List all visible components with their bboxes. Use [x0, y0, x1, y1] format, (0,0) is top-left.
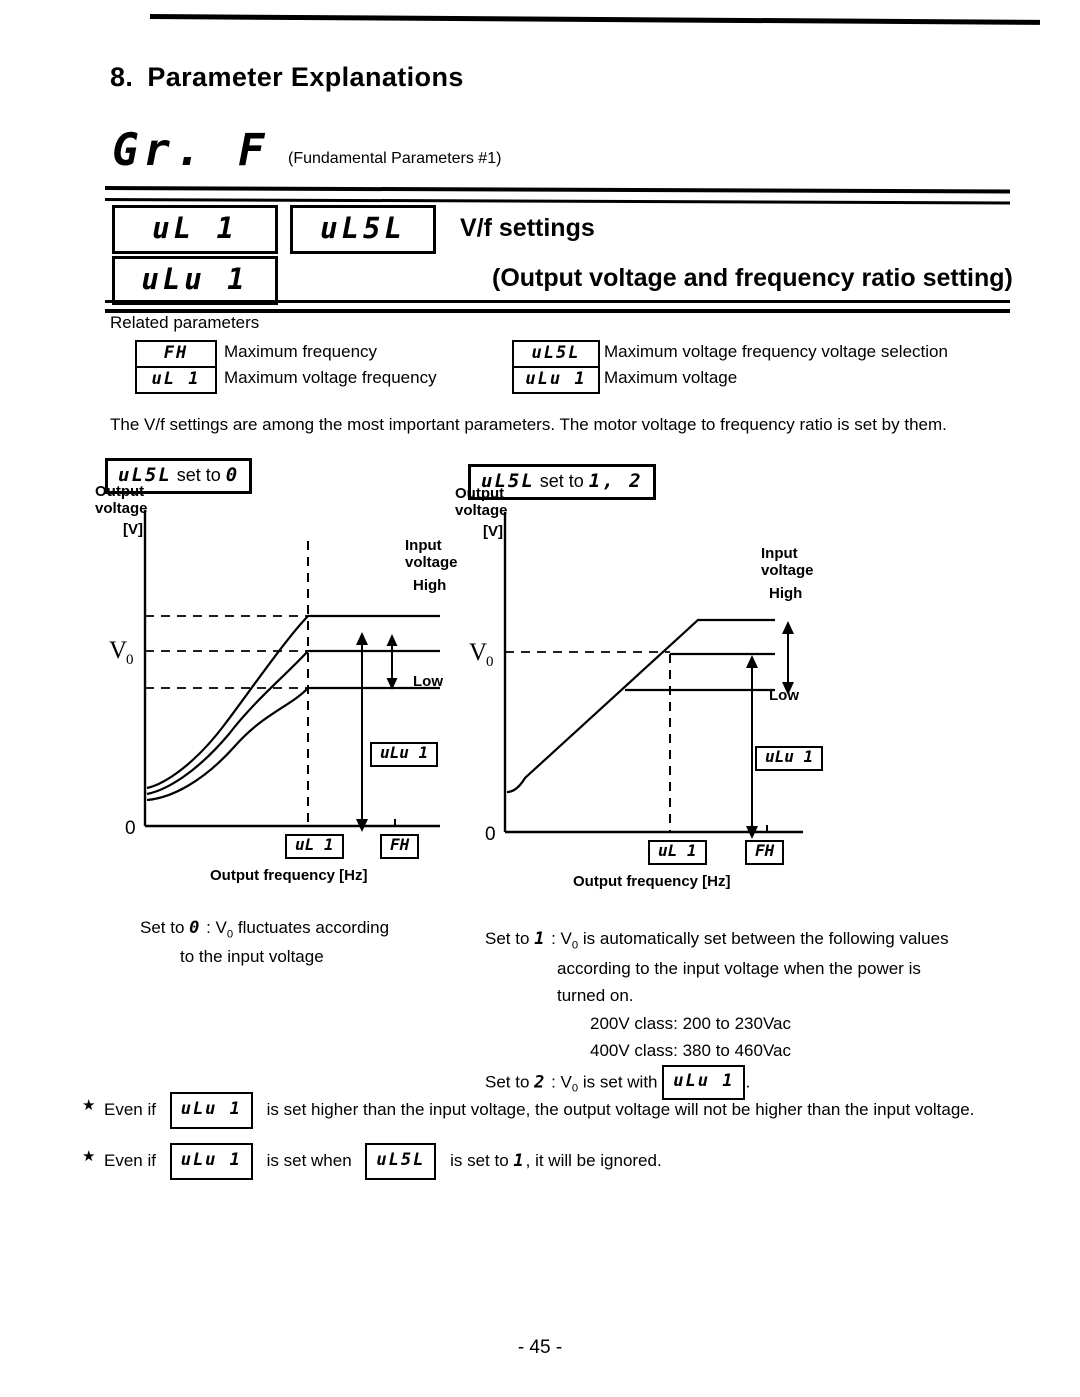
explanation-left: [140, 915, 460, 970]
origin-label: 0: [125, 818, 136, 839]
expl-right-text1b: is automatically set between the following values: [578, 929, 949, 948]
note-2-post-pre: is set to: [445, 1150, 514, 1170]
x-axis-label-left: Output frequency [Hz]: [210, 867, 368, 884]
y-axis-unit-left: [V]: [123, 521, 143, 538]
expl-right-box-ulu1: uLu 1: [662, 1065, 745, 1101]
star-icon: ★: [82, 1097, 96, 1114]
expl-right-value2: 2: [534, 1071, 547, 1092]
case-left-text: set to: [171, 465, 226, 485]
input-voltage-label-left: Input voltage: [405, 537, 458, 571]
high-label-right: High: [769, 585, 803, 602]
curve-low: [147, 688, 395, 800]
expl-right-sub2: 0: [571, 1082, 579, 1095]
explanation-right: [485, 925, 1005, 1100]
expl-left-line1b: fluctuates according: [233, 918, 390, 937]
chart-ulsl-0: [95, 483, 465, 888]
y-axis-unit-right: [V]: [483, 523, 503, 540]
expl-left-line2: to the input voltage: [180, 946, 324, 966]
expl-right-lead2: Set to: [485, 1071, 535, 1091]
note-2-box-ulsl: uL5L: [365, 1143, 436, 1180]
param-code-ulu1: uLu 1: [112, 256, 278, 305]
expl-right-period: .: [745, 1071, 751, 1091]
expl-right-class400: 400V class: 380 to 460Vac: [590, 1041, 791, 1061]
expl-right-class200: 200V class: 200 to 230Vac: [590, 1013, 791, 1033]
page-title: [110, 62, 464, 93]
note-1-box-ulu1: uLu 1: [170, 1092, 253, 1129]
note-1-body: [82, 1092, 1012, 1129]
v0-sub: 0: [126, 652, 134, 668]
y-axis-label-right: Output voltage: [455, 485, 508, 519]
case-left-code: uL5L: [118, 464, 172, 486]
case-left-value: 0: [225, 464, 240, 486]
related-code-fh: FH: [135, 340, 217, 368]
expl-right-text3: turned on.: [557, 986, 634, 1006]
vf-settings-title: V/f settings: [460, 214, 595, 242]
related-desc-ulsl: Maximum voltage frequency voltage selection: [604, 342, 948, 361]
section-number: 8.: [110, 62, 134, 92]
page-number: - 45 -: [517, 1337, 563, 1358]
header-rule-top: [105, 186, 1010, 193]
low-label-left: Low: [413, 673, 443, 690]
expl-right-sub1: 0: [571, 939, 579, 952]
expl-right-value1: 1: [534, 929, 547, 949]
chart-right-box-ulu1: uLu 1: [755, 746, 823, 771]
note-item-1: [82, 1092, 1012, 1129]
param-code-ul1: uL 1: [112, 205, 278, 254]
note-2-box-ulu1: uLu 1: [170, 1143, 253, 1180]
note-2-post-value: 1: [513, 1150, 526, 1171]
expl-right-text4b: is set with: [578, 1071, 663, 1091]
x-axis-label-right: Output frequency [Hz]: [573, 873, 731, 890]
vf-settings-subtitle: (Output voltage and frequency ratio setting): [492, 264, 1013, 292]
curve-vf: [507, 620, 775, 792]
expl-right-lead1: Set to: [485, 929, 535, 948]
expl-right-text2: according to the input voltage when the power is: [557, 958, 921, 978]
note-1-pre: Even if: [104, 1099, 161, 1119]
chart-left-box-ul1: uL 1: [285, 834, 344, 859]
high-label-left: High: [413, 577, 447, 594]
related-code-ul1: uL 1: [135, 366, 217, 394]
chart-right-box-fh: FH: [745, 840, 784, 865]
page-top-rule: [150, 14, 1040, 25]
chart-left-box-ulu1: uLu 1: [370, 742, 438, 767]
low-label-right: Low: [769, 687, 799, 704]
case-right-value: 1, 2: [588, 470, 643, 492]
expl-left-value: 0: [189, 918, 202, 938]
expl-right-text1a: : V: [546, 929, 572, 948]
related-desc-ul1: Maximum voltage frequency: [224, 368, 437, 387]
related-code-ulu1: uLu 1: [512, 366, 600, 394]
origin-label: 0: [485, 824, 496, 845]
arrow-ulu1-head-up: [356, 632, 368, 645]
notes-list: [82, 1092, 1012, 1194]
note-1-mid: is set higher than the input voltage, the output voltage will not be higher than the input voltage.: [261, 1099, 975, 1119]
note-2-body: [82, 1143, 1012, 1180]
chart-left-box-fh: FH: [380, 834, 419, 859]
v0-label: V: [469, 639, 488, 666]
arrow-range-head-up: [387, 634, 398, 646]
arrow-highlow-head-up: [782, 621, 794, 634]
note-2-pre: Even if: [104, 1150, 161, 1170]
section-title-text: Parameter Explanations: [147, 62, 464, 92]
case-right-text: set to: [534, 471, 589, 491]
v0-label: V: [109, 637, 128, 664]
related-code-ulsl: uL5L: [512, 340, 600, 368]
note-2-mid: is set when: [261, 1150, 357, 1170]
note-2-post: , it will be ignored.: [525, 1150, 662, 1170]
v0-sub: 0: [486, 654, 494, 670]
chart-right-box-ul1: uL 1: [648, 840, 707, 865]
param-code-ulsl: uL5L: [290, 205, 436, 254]
note-item-2: [82, 1143, 1012, 1180]
chart-ulsl-1-2: [455, 485, 825, 894]
intro-paragraph: The V/f settings are among the most important parameters. The motor voltage to frequency ratio is set by them.: [110, 415, 947, 434]
expl-left-line1: : V: [201, 918, 227, 937]
related-parameters-label: Related parameters: [110, 313, 260, 332]
input-voltage-label-right: Input voltage: [761, 545, 814, 579]
group-code: Gr. F: [112, 125, 270, 176]
star-icon: ★: [82, 1147, 96, 1165]
expl-left-lead: Set to: [140, 918, 190, 937]
y-axis-label-left: Output voltage: [95, 483, 148, 517]
case-right-code: uL5L: [481, 470, 535, 492]
curve-nominal: [147, 651, 395, 794]
expl-left-sub: 0: [226, 928, 234, 941]
header-rule-top-second: [105, 198, 1010, 204]
arrow-ulu1-head-up: [746, 655, 758, 668]
expl-right-text4a: : V: [546, 1071, 572, 1091]
header-rule-bottom: [105, 300, 1010, 303]
related-desc-ulu1: Maximum voltage: [604, 368, 738, 387]
group-caption: (Fundamental Parameters #1): [288, 150, 502, 167]
related-desc-fh: Maximum frequency: [224, 342, 378, 361]
